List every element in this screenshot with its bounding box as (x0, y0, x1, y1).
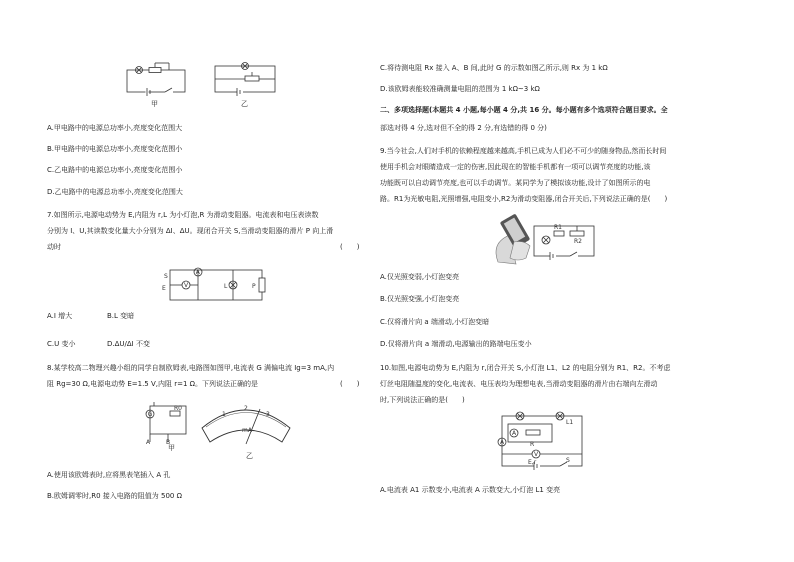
q8-figures (140, 398, 300, 448)
meter-dial (202, 405, 290, 444)
svg-text:B: B (166, 439, 171, 446)
q6-figures (125, 62, 285, 112)
q7-stem-line-2: 分别为 I、U,其读数变化量大小分别为 ΔI、ΔU。现闭合开关 S,当滑动变阻器的滑片 P 向上滑 (47, 227, 334, 235)
q9-option-c: C.仅将滑片向 a 端滑动,小灯泡变暗 (380, 318, 490, 326)
q6-option-b: B.甲电路中的电源总功率小,亮度变化范围小 (47, 145, 183, 153)
svg-text:L1: L1 (566, 419, 574, 426)
q9-option-d: D.仅将滑片向 a 端滑动,电源输出的路端电压变小 (380, 340, 532, 348)
q8-fig-label-yi: 乙 (246, 452, 253, 460)
fig-label-jia: 甲 (151, 100, 158, 108)
section-heading-line-2: 部选对得 4 分,选对但不全的得 2 分,有选错的得 0 分) (380, 124, 547, 132)
q9-stem-line-4: 路。R1为光敏电阻,光照增强,电阻变小,R2为滑动变阻器,闭合开关后,下列说法正确的是( ) (380, 195, 668, 203)
svg-text:S: S (164, 273, 168, 280)
q8-option-d: D.该欧姆表能较准确测量电阻的范围为 1 kΩ~3 kΩ (380, 85, 540, 93)
circuit-yi (215, 63, 275, 97)
q6-option-c: C.乙电路中的电源总功率小,亮度变化范围小 (47, 166, 183, 174)
q9-option-b: B.仅光照变强,小灯泡变亮 (380, 295, 460, 303)
svg-text:G: G (147, 411, 153, 418)
svg-text:E: E (162, 285, 166, 292)
svg-text:V: V (184, 282, 189, 289)
q7-stem-line-3: 动时 (47, 243, 61, 251)
svg-text:P: P (252, 283, 256, 290)
svg-text:A: A (146, 439, 151, 446)
svg-text:1: 1 (222, 411, 226, 418)
q10-stem-line-2: 灯丝电阻随温度的变化,电流表、电压表均为理想电表,当滑动变阻器的滑片由右端向左滑动 (380, 380, 658, 388)
svg-text:R2: R2 (574, 238, 582, 245)
q8-option-b: B.欧姆调零时,R0 接入电路的阻值为 500 Ω (47, 492, 182, 500)
svg-text:A: A (195, 269, 200, 276)
section-heading-line-1: 二、多项选择题(本题共 4 小题,每小题 4 分,共 16 分。每小题有多个选项符合题目要求。全 (380, 106, 668, 114)
q10-circuit (500, 408, 590, 470)
hand-phone-illustration (496, 214, 530, 264)
q7-option-c: C.U 变小 (47, 340, 76, 348)
q7-paren: ( ) (340, 243, 360, 251)
q7-circuit (158, 266, 268, 306)
q8-stem-line-2: 阻 Rg=30 Ω,电源电动势 E=1.5 V,内阻 r=1 Ω。下列说法正确的是 (47, 380, 258, 388)
svg-text:2: 2 (244, 405, 248, 412)
q8-fig-label-jia: 甲 (168, 444, 175, 452)
svg-text:mA: mA (242, 427, 252, 434)
svg-text:E,r: E,r (528, 459, 537, 466)
svg-text:R0: R0 (174, 405, 182, 412)
q8-stem-line-1: 8.某学校高二物理兴趣小组的同学自制欧姆表,电路图如图甲,电流表 G 满偏电流 Ig=3 mA,内 (47, 364, 335, 372)
q9-circuit (534, 224, 594, 260)
circuit-jia (127, 63, 185, 96)
q9-stem-line-2: 使用手机会对眼睛造成一定的伤害,因此现在的智能手机都有一项可以调节亮度的功能,该 (380, 163, 651, 171)
q10-stem-line-3: 时,下列说法正确的是( ) (380, 396, 465, 404)
q6-option-a: A.甲电路中的电源总功率小,亮度变化范围大 (47, 124, 183, 132)
svg-text:S: S (566, 457, 570, 464)
q8-option-c: C.将待测电阻 Rx 接入 A、B 间,此时 G 的示数如图乙所示,则 Rx 为 1 kΩ (380, 64, 608, 72)
svg-text:3: 3 (266, 411, 270, 418)
svg-text:R: R (530, 441, 535, 448)
svg-text:L: L (224, 283, 228, 290)
q8-option-a: A.使用该欧姆表时,应将黑表笔插入 A 孔 (47, 471, 171, 479)
q7-option-a: A.I 增大 (47, 312, 73, 320)
q7-stem-line-1: 7.如图所示,电源电动势为 E,内阻为 r,L 为小灯泡,R 为滑动变阻器。电流表和电压表读数 (47, 211, 319, 219)
q9-stem-line-1: 9.当今社会,人们对手机的依赖程度越来越高,手机已成为人们必不可少的随身物品,然而长时间 (380, 147, 667, 155)
ohmmeter-circuit (146, 402, 186, 446)
q7-option-b: B.L 变暗 (107, 312, 135, 320)
q6-option-d: D.乙电路中的电源总功率小,亮度变化范围大 (47, 188, 183, 196)
svg-text:A: A (512, 430, 517, 437)
q9-stem-line-3: 功能既可以自动调节亮度,也可以手动调节。某同学为了模拟该功能,设计了如图所示的电 (380, 179, 651, 187)
q9-option-a: A.仅光照变弱,小灯泡变亮 (380, 273, 460, 281)
svg-text:V: V (534, 451, 539, 458)
svg-text:A: A (500, 439, 505, 446)
q10-stem-line-1: 10.如图,电源电动势为 E,内阻为 r,闭合开关 S,小灯泡 L1、L2 的电阻分别为 R1、R2。不考虑 (380, 364, 671, 372)
fig-label-yi: 乙 (241, 100, 248, 108)
q9-figure (490, 212, 610, 267)
svg-text:R1: R1 (554, 224, 562, 231)
q10-option-a: A.电流表 A1 示数变小,电流表 A 示数变大,小灯泡 L1 变亮 (380, 486, 561, 494)
q8-paren: ( ) (340, 380, 360, 388)
q7-option-d: D.ΔU/ΔI 不变 (107, 340, 150, 348)
